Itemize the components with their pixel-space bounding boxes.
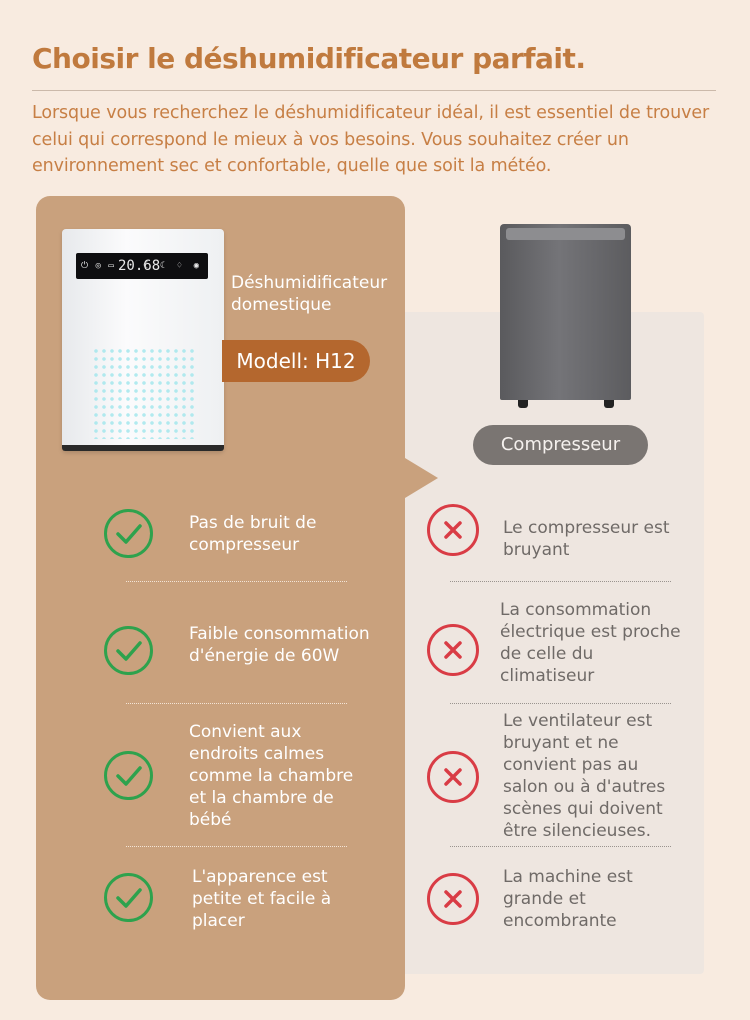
- con-item: La consommation électrique est proche de celle du climatiseur: [500, 600, 681, 686]
- pro-item: Pas de bruit de compresseur: [189, 513, 317, 555]
- compressor-badge: Compresseur: [473, 425, 648, 465]
- check-icon: [104, 509, 153, 558]
- compressor-top: [506, 228, 625, 240]
- compressor-wheel: [604, 400, 614, 408]
- cross-icon: [427, 751, 479, 803]
- divider: [126, 846, 347, 847]
- display-reading: 20.68: [118, 258, 161, 274]
- con-item: La machine est grande et encombrante: [503, 867, 633, 931]
- model-badge: Modell: H12: [222, 340, 370, 382]
- check-icon: [104, 626, 153, 675]
- dehumidifier-image: [62, 229, 224, 451]
- display-icons-right: ☾ ☾ ♢ ◉: [143, 261, 202, 271]
- page-title: Choisir le déshumidificateur parfait.: [32, 42, 586, 75]
- dehumidifier-base: [62, 445, 224, 451]
- cross-icon: [427, 624, 479, 676]
- pro-item: L'apparence est petite et facile à placer: [192, 867, 332, 931]
- divider: [126, 581, 347, 582]
- cross-icon: [427, 504, 479, 556]
- check-icon: [104, 751, 153, 800]
- divider: [450, 581, 671, 582]
- con-item: Le ventilateur est bruyant et ne convient pas au salon ou à d'autres scènes qui doivent être silencieuses.: [503, 711, 666, 841]
- dehumidifier-display: [76, 253, 208, 279]
- compressor-image: [500, 224, 631, 400]
- title-divider: [32, 90, 716, 91]
- dehumidifier-grille: [92, 347, 196, 439]
- divider: [450, 846, 671, 847]
- divider: [126, 703, 347, 704]
- pro-item: Convient aux endroits calmes comme la chambre et la chambre de bébé: [189, 722, 354, 830]
- panel-arrow: [405, 458, 438, 498]
- cross-icon: [427, 873, 479, 925]
- divider: [450, 703, 671, 704]
- pro-item: Faible consommation d'énergie de 60W: [189, 624, 370, 666]
- intro-paragraph: Lorsque vous recherchez le déshumidificateur idéal, il est essentiel de trouver celui qui correspond le mieux à vos besoins. Vous souhaitez créer un environnement sec et confortable, quelle que soit la météo.: [32, 103, 710, 176]
- compressor-wheel: [518, 400, 528, 408]
- con-item: Le compresseur est bruyant: [503, 518, 670, 560]
- check-icon: [104, 873, 153, 922]
- display-icons-left: ⏻ ◎ ▭: [81, 261, 115, 271]
- product-label: Déshumidificateur domestique: [231, 273, 388, 315]
